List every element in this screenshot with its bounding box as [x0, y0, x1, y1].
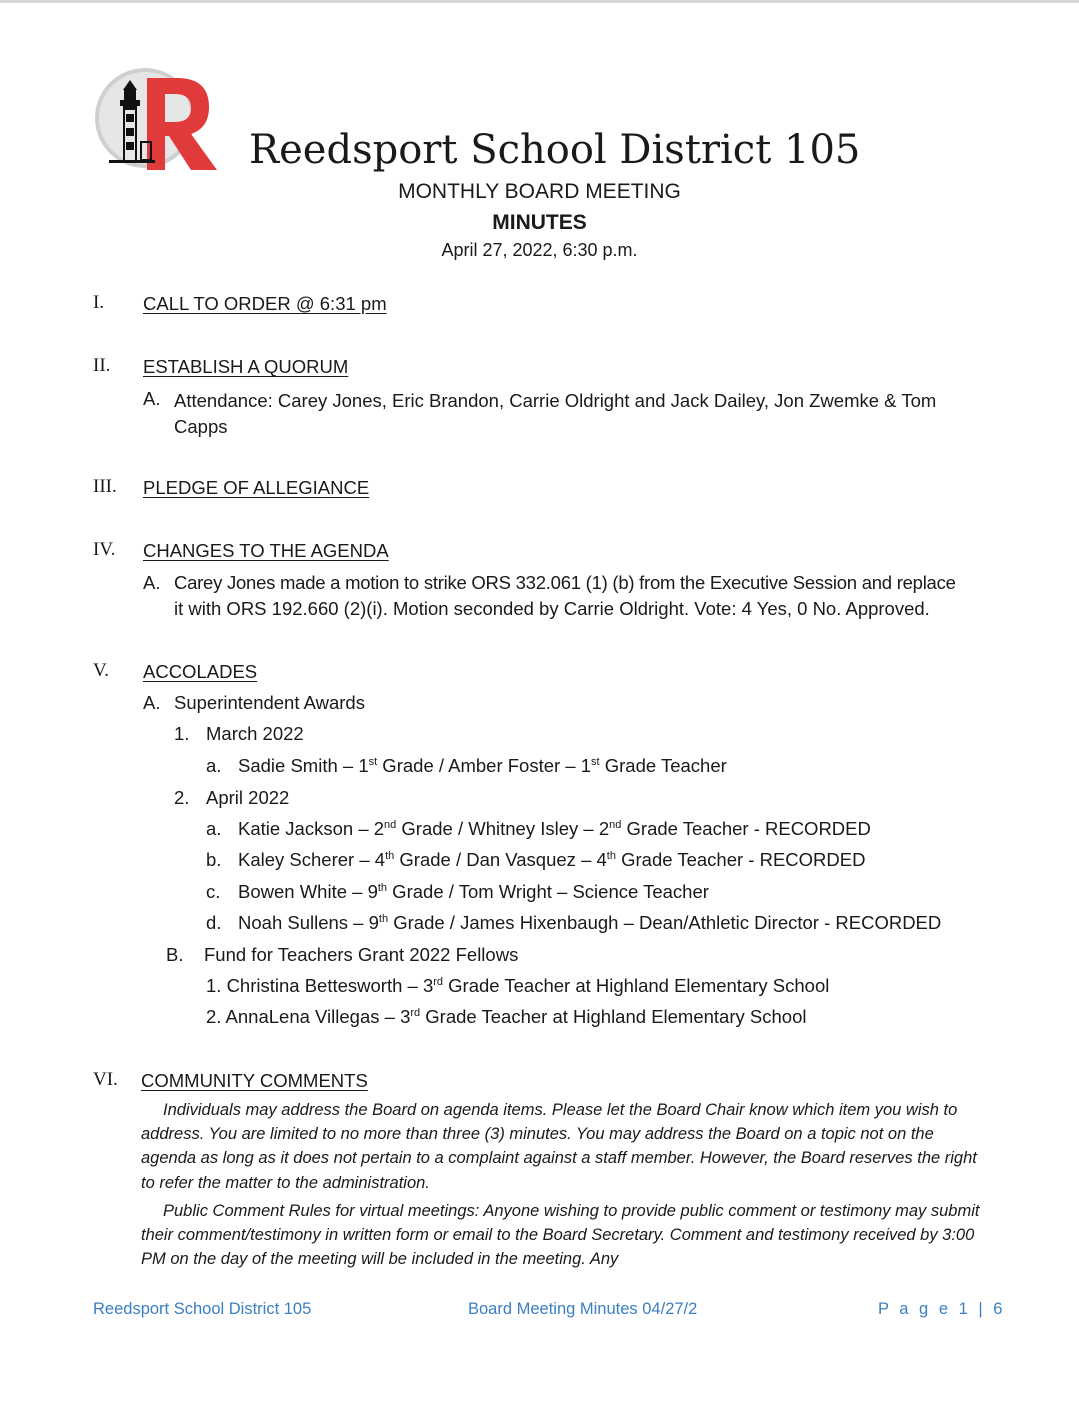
award-april-c: Bowen White – 9th Grade / Tom Wright – Science Teacher: [238, 881, 709, 902]
march-label: March 2022: [206, 723, 304, 744]
fund-for-teachers-label: Fund for Teachers Grant 2022 Fellows: [204, 944, 519, 965]
section-2-numeral: II.: [93, 355, 111, 376]
section-6-heading: COMMUNITY COMMENTS: [141, 1070, 368, 1091]
minutes-label: MINUTES: [492, 211, 587, 234]
community-comments-paragraph-1: Individuals may address the Board on agenda items. Please let the Board Chair know which item you wish to address. You are limited to no more than three (3) minutes. You may address the Board on a topic not on the agenda as long as it does not pertain to a complaint against a staff member. However, the Board reserves the right to refer the matter to the administration.: [141, 1101, 977, 1192]
section-3-numeral: III.: [93, 476, 117, 497]
footer-page-number: P a g e 1 | 6: [878, 1300, 1006, 1318]
april-d-marker: d.: [206, 912, 222, 933]
section-4-heading: CHANGES TO THE AGENDA: [143, 540, 389, 561]
accolade-b-marker: B.: [166, 944, 184, 965]
footer-document: Board Meeting Minutes 04/27/2: [468, 1300, 698, 1318]
footer-district: Reedsport School District 105: [93, 1300, 312, 1318]
attendance-text: Attendance: Carey Jones, Eric Brandon, Carrie Oldright and Jack Dailey, Jon Zwemke & Tom Capps: [174, 390, 937, 437]
section-4-numeral: IV.: [93, 539, 116, 560]
april-label: April 2022: [206, 787, 290, 808]
april-marker: 2.: [174, 787, 190, 808]
fellow-2: 2. AnnaLena Villegas – 3rd Grade Teacher at Highland Elementary School: [206, 1006, 807, 1027]
district-title: Reedsport School District 105: [249, 127, 861, 173]
section-2-heading: ESTABLISH A QUORUM: [143, 356, 349, 377]
meeting-date: April 27, 2022, 6:30 p.m.: [441, 240, 638, 260]
agenda-motion-line-2: it with ORS 192.660 (2)(i). Motion seconded by Carrie Oldright. Vote: 4 Yes, 0 No. Approved.: [174, 598, 930, 619]
march-a-marker: a.: [206, 755, 222, 776]
section-5-numeral: V.: [93, 660, 110, 681]
award-march-a: Sadie Smith – 1st Grade / Amber Foster – 1st Grade Teacher: [238, 755, 727, 776]
award-april-d: Noah Sullens – 9th Grade / James Hixenbaugh – Dean/Athletic Director - RECORDED: [238, 912, 942, 933]
section-5-heading: ACCOLADES: [143, 661, 258, 682]
april-c-marker: c.: [206, 881, 221, 902]
section-2-item-a-marker: A.: [143, 388, 161, 409]
march-marker: 1.: [174, 723, 190, 744]
page-top-edge: [0, 0, 1079, 3]
meeting-type: MONTHLY BOARD MEETING: [398, 180, 681, 203]
section-6-numeral: VI.: [93, 1069, 118, 1090]
april-a-marker: a.: [206, 818, 222, 839]
section-4-item-a-marker: A.: [143, 572, 161, 593]
accolade-a-marker: A.: [143, 692, 161, 713]
lighthouse-r-logo-icon: [95, 62, 220, 174]
section-1-heading: CALL TO ORDER @ 6:31 pm: [143, 293, 387, 314]
section-3-heading: PLEDGE OF ALLEGIANCE: [143, 477, 370, 498]
community-comments-paragraph-2: Public Comment Rules for virtual meetings: Anyone wishing to provide public comment or testimony may submit their comment/testimony in written form or email to the Board Secretary. Comment and testimony received by 3:00 PM on the day of the meeting will be included in the meeting. Any: [141, 1202, 980, 1269]
section-1-numeral: I.: [93, 292, 105, 313]
award-april-a: Katie Jackson – 2nd Grade / Whitney Isley – 2nd Grade Teacher - RECORDED: [238, 818, 871, 839]
award-april-b: Kaley Scherer – 4th Grade / Dan Vasquez – 4th Grade Teacher - RECORDED: [238, 849, 866, 870]
fellow-1: 1. Christina Bettesworth – 3rd Grade Teacher at Highland Elementary School: [206, 975, 830, 996]
agenda-motion-line-1: Carey Jones made a motion to strike ORS 332.061 (1) (b) from the Executive Session and replace: [174, 572, 956, 593]
superintendent-awards-label: Superintendent Awards: [174, 692, 365, 713]
april-b-marker: b.: [206, 849, 222, 870]
